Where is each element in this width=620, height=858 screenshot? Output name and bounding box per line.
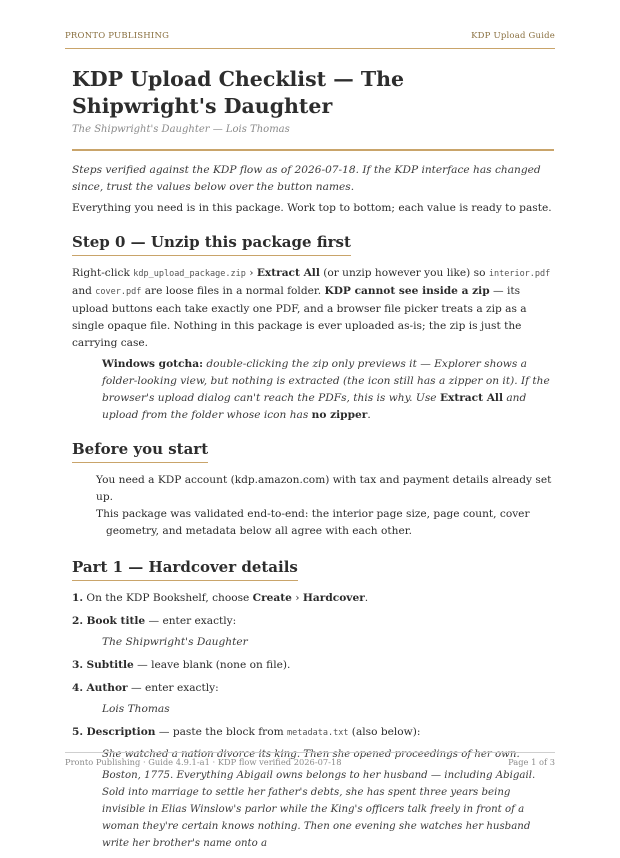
running-header: [65, 31, 555, 49]
cover-filename: cover.pdf: [95, 287, 142, 297]
page-title: KDP Upload Checklist — The Shipwright's Daughter: [72, 67, 405, 118]
zip-filename: kdp_upload_package.zip: [133, 269, 246, 279]
page-content: [72, 66, 554, 858]
windows-gotcha-note: Windows gotcha: double-clicking the zip only previews it — Explorer shows a folder-looking view, but nothing is extracted (the icon still has a zipper on it). If the browser's upload dialog can't reach the PDFs, this is why. Use Extract All and upload from the folder whose icon has no zipper.: [102, 358, 550, 421]
step0-heading: Step 0 — Unzip this package first: [72, 232, 351, 256]
zip-warning: KDP cannot see inside a zip: [324, 285, 490, 297]
extract-all-label: Extract All: [256, 267, 320, 279]
list-item: 1. On the KDP Bookshelf, choose Create › Hardcover.: [72, 592, 369, 604]
list-item: 2. Book title — enter exactly: The Shipwright's Daughter: [72, 613, 554, 651]
guide-name: KDP Upload Guide: [471, 31, 555, 41]
running-footer: [65, 752, 555, 767]
before-heading: Before you start: [72, 439, 208, 463]
part1-heading: Part 1 — Hardcover details: [72, 557, 298, 581]
hardcover-steps: [72, 590, 554, 852]
account-requirement: You need a KDP account (kdp.amazon.com) with tax and payment details already set up.: [96, 474, 552, 503]
list-item: 3. Subtitle — leave blank (none on file).: [72, 659, 291, 671]
metadata-filename: metadata.txt: [287, 728, 349, 738]
intro-paragraph: Everything you need is in this package. Work top to bottom; each value is ready to paste.: [72, 202, 552, 214]
author-value: Lois Thomas: [102, 703, 170, 715]
interior-filename: interior.pdf: [488, 269, 551, 279]
description-tagline: She watched a nation divorce its king. Then she opened proceedings of her own.: [102, 749, 520, 760]
unzip-paragraph: Right-click kdp_upload_package.zip › Extract All (or unzip however you like) so interior.pdf and cover.pdf are loose files in a normal folder. KDP cannot see inside a zip — its upload buttons each take exactly one PDF, and a browser file picker treats a zip as a single opaque file. Nothing in this package is ever uploaded as-is; the zip is just the carrying case.: [72, 267, 551, 349]
page-number: Page 1 of 3: [508, 757, 555, 767]
validation-note: This package was validated end-to-end: the interior page size, page count, cover geometry, and metadata below all agree with each other.: [96, 508, 530, 537]
title-divider: [72, 149, 554, 151]
byline: The Shipwright's Daughter — Lois Thomas: [72, 124, 290, 135]
publisher-name: PRONTO PUBLISHING: [65, 31, 170, 41]
list-item: 4. Author — enter exactly: Lois Thomas: [72, 680, 554, 718]
verification-note: Steps verified against the KDP flow as of 2026-07-18. If the KDP interface has changed since, trust the values below over the button names.: [72, 164, 541, 193]
book-title-value: The Shipwright's Daughter: [102, 636, 248, 648]
gotcha-label: Windows gotcha:: [102, 358, 203, 370]
description-body: Boston, 1775. Everything Abigail owns belongs to her husband — including Abigail. Sold into marriage to settle her father's debts, she has spent three years being invisible in Elias Winslow's parlor while the King's officers talk freely in front of a woman they're certain knows nothing. Then one evening she watches her husband write her brother's name onto a: [102, 770, 536, 849]
list-item: 5. Description — paste the block from metadata.txt (also below): She watched a nation divorce its king. Then she opened proceedings of her own. Boston, 1775. Everything Abigail owns belongs to her husband — including Abigail. Sold into marriage to settle her father's debts, she has spent three years being invisible in Elias Winslow's parlor while the King's officers talk freely in front of a woman they're certain knows nothing. Then one evening she watches her husband write her brother's name onto a: [72, 724, 554, 852]
footer-info: Pronto Publishing · Guide 4.9.1-a1 · KDP flow verified 2026-07-18: [65, 757, 342, 767]
